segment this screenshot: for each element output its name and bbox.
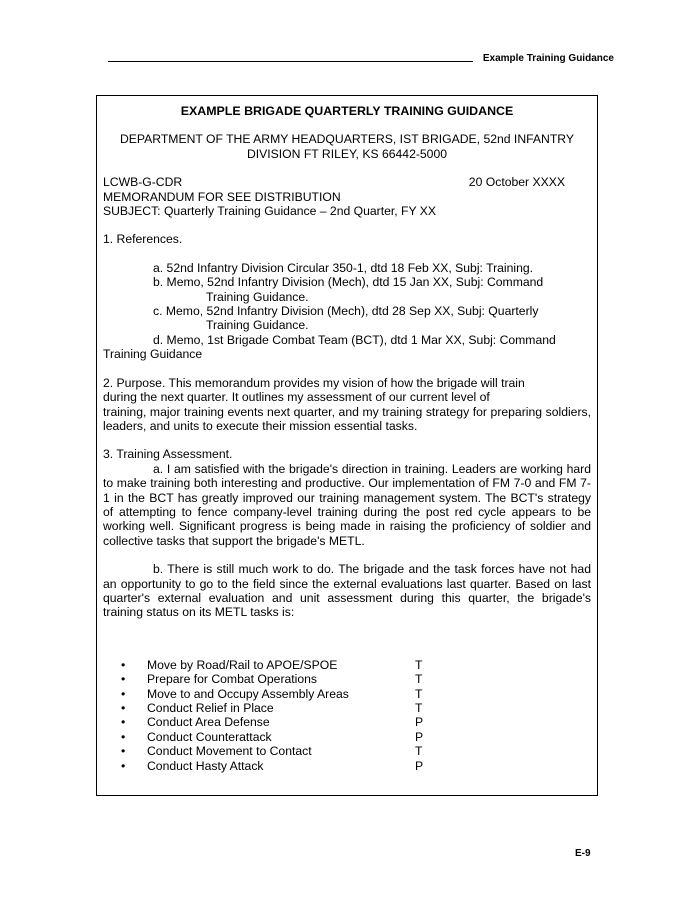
office-date-row (103, 175, 591, 189)
bullet-icon: • (121, 729, 126, 744)
references-heading: 1. References. (103, 232, 183, 247)
running-head-title: Example Training Guidance (482, 53, 614, 64)
task-status: T (415, 700, 423, 715)
assessment-a: a. I am satisfied with the brigade's direction in training. Leaders are working hard to make training both interesting and productive. Our implementation of FM 7-0 and FM 7-1 in the BCT has greatly improved our training management system. The BCT's strategy of attempting to fence company-level training during the post red cycle appears to be working well. Significant progress is being made in raising the proficiency of soldier and collective tasks that support the brigade's METL. (103, 461, 591, 548)
assessment-heading: 3. Training Assessment. (103, 447, 233, 462)
task-name: Conduct Area Defense (147, 715, 270, 730)
hq-line-1: DEPARTMENT OF THE ARMY HEADQUARTERS, IST BRIGADE, 52nd INFANTRY (120, 132, 574, 147)
reference-d-line-1: d. Memo, 1st Brigade Combat Team (BCT), dtd 1 Mar XX, Subj: Command (153, 332, 556, 347)
memo-for: MEMORANDUM FOR SEE DISTRIBUTION (103, 189, 341, 204)
reference-d (103, 333, 591, 362)
task-name: Conduct Movement to Contact (147, 744, 312, 759)
task-status: T (415, 672, 423, 687)
list-item (121, 744, 591, 758)
task-name: Prepare for Combat Operations (147, 672, 318, 687)
bullet-icon: • (121, 715, 126, 730)
task-name: Conduct Hasty Attack (147, 758, 264, 773)
reference-c-line-2: Training Guidance. (206, 318, 309, 333)
bullet-icon: • (121, 657, 126, 672)
bullet-icon: • (121, 672, 126, 687)
list-item (121, 672, 591, 686)
page-number: E-9 (575, 848, 591, 859)
task-name: Conduct Counterattack (147, 729, 272, 744)
list-item (121, 730, 591, 744)
bullet-icon: • (121, 700, 126, 715)
assessment-b: b. There is still much work to do. The brigade and the task forces have not had an opportunity to go to the field since the external evaluations last quarter. Based on last quarter's external evaluation and unit assessment during this quarter, the brigade's training status on its METL tasks is: (103, 562, 591, 620)
reference-b-line-1: b. Memo, 52nd Infantry Division (Mech), dtd 15 Jan XX, Subj: Command (153, 275, 544, 290)
reference-b-line-2: Training Guidance. (206, 289, 309, 304)
purpose-line-2: during the next quarter. It outlines my assessment of our current level of (103, 390, 490, 405)
reference-c-line-1: c. Memo, 52nd Infantry Division (Mech), dtd 28 Sep XX, Subj: Quarterly (153, 304, 539, 319)
reference-d-line-2: Training Guidance (103, 347, 203, 362)
task-status: P (415, 758, 424, 773)
task-status: T (415, 744, 423, 759)
metl-task-list (103, 658, 591, 773)
headquarters-address (103, 132, 591, 161)
document-title: EXAMPLE BRIGADE QUARTERLY TRAINING GUIDANCE (180, 104, 514, 118)
reference-a: a. 52nd Infantry Division Circular 350-1, dtd 18 Feb XX, Subj: Training. (153, 260, 534, 275)
reference-c (103, 304, 591, 333)
task-status: P (415, 729, 424, 744)
running-head (108, 53, 614, 67)
purpose-rest: training, major training events next quarter, and my training strategy for preparing soldiers, leaders, and units to execute their mission essential tasks. (103, 404, 591, 433)
list-item (121, 701, 591, 715)
bullet-icon: • (121, 744, 126, 759)
purpose-paragraph (103, 376, 591, 405)
hq-line-2: DIVISION FT RILEY, KS 66442-5000 (246, 146, 448, 161)
list-item (121, 715, 591, 729)
memo-content (103, 104, 591, 773)
bullet-icon: • (121, 758, 126, 773)
list-item (121, 658, 591, 672)
task-name: Conduct Relief in Place (147, 700, 274, 715)
memo-subject: SUBJECT: Quarterly Training Guidance – 2nd Quarter, FY XX (103, 204, 437, 219)
task-status: T (415, 657, 423, 672)
memo-date: 20 October XXXX (468, 175, 565, 190)
task-name: Move by Road/Rail to APOE/SPOE (147, 657, 338, 672)
task-status: P (415, 715, 424, 730)
header-rule (108, 61, 473, 62)
purpose-line-1: 2. Purpose. This memorandum provides my vision of how the brigade will train (103, 375, 525, 390)
task-status: T (415, 686, 423, 701)
office-symbol: LCWB-G-CDR (103, 175, 183, 190)
task-name: Move to and Occupy Assembly Areas (147, 686, 349, 701)
reference-b (103, 275, 591, 304)
list-item (121, 759, 591, 773)
list-item (121, 687, 591, 701)
bullet-icon: • (121, 686, 126, 701)
